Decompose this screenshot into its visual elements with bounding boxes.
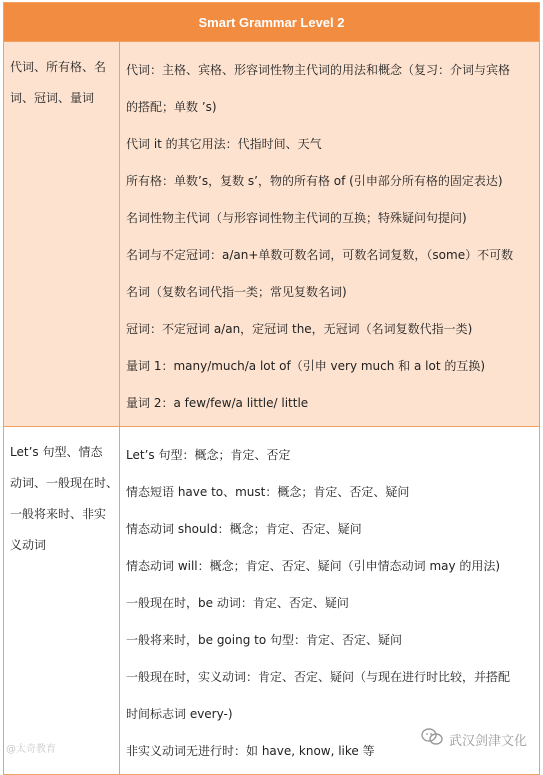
content-line: Let’s 句型：概念；肯定、否定 xyxy=(126,448,291,462)
grammar-table xyxy=(3,2,540,775)
content-line: 一般现在时，be 动词：肯定、否定、疑问 xyxy=(126,596,349,610)
watermark-right xyxy=(421,728,527,750)
content-cell xyxy=(120,42,539,426)
content-line: 情态动词 will：概念；肯定、否定、疑问（引申情态动词 may 的用法) xyxy=(126,559,501,573)
table-row xyxy=(4,427,539,774)
content-line: 的搭配；单数 ’s) xyxy=(126,100,217,114)
wechat-icon xyxy=(421,728,443,750)
watermark-left: @太奇教育 xyxy=(6,744,56,755)
topic-line: 一般将来时、非实 xyxy=(10,507,107,521)
topic-line: 义动词 xyxy=(10,538,47,552)
content-line: 情态短语 have to、must：概念；肯定、否定、疑问 xyxy=(126,485,410,499)
content-line: 非实义动词无进行时：如 have, know, like 等 xyxy=(126,744,375,758)
content-line: 名词性物主代词（与形容词性物主代词的互换；特殊疑问句提问) xyxy=(126,211,467,225)
content-line: 量词 2：a few/few/a little/ little xyxy=(126,396,309,410)
content-line: 时间标志词 every-) xyxy=(126,707,233,721)
content-line: 量词 1：many/much/a lot of（引申 very much 和 a lot 的互换) xyxy=(126,359,486,373)
content-line: 一般将来时，be going to 句型：肯定、否定、疑问 xyxy=(126,633,403,647)
content-line: 代词 it 的其它用法：代指时间、天气 xyxy=(126,137,322,151)
content-line: 名词（复数名词代指一类；常见复数名词) xyxy=(126,285,347,299)
topic-line: 代词、所有格、名 xyxy=(10,60,107,74)
content-line: 名词与不定冠词：a/an+单数可数名词，可数名词复数，（some）不可数 xyxy=(126,248,514,262)
content-line: 所有格：单数’s，复数 s’，物的所有格 of (引申部分所有格的固定表达) xyxy=(126,174,503,188)
topic-cell xyxy=(4,427,120,774)
topic-line: 动词、一般现在时、 xyxy=(10,476,119,490)
topic-cell xyxy=(4,42,120,426)
content-cell xyxy=(120,427,539,774)
content-line: 情态动词 should：概念；肯定、否定、疑问 xyxy=(126,522,362,536)
table-title: Smart Grammar Level 2 xyxy=(198,14,345,30)
topic-line: Let’s 句型、情态 xyxy=(10,445,103,459)
content-line: 一般现在时，实义动词：肯定、否定、疑问（与现在进行时比较，并搭配 xyxy=(126,670,511,684)
content-line: 冠词：不定冠词 a/an，定冠词 the，无冠词（名词复数代指一类) xyxy=(126,322,473,336)
content-line: 代词：主格、宾格、形容词性物主代词的用法和概念（复习：介词与宾格 xyxy=(126,63,511,77)
topic-line: 词、冠词、量词 xyxy=(10,91,95,105)
table-header xyxy=(4,3,539,42)
watermark-brand: 武汉剑津文化 xyxy=(448,733,527,749)
table-row xyxy=(4,42,539,427)
